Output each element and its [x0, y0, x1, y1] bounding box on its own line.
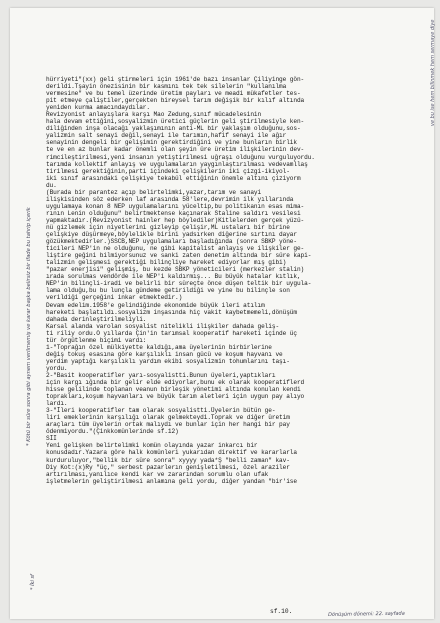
text-line: Revizyonist anlayışlara karşı Mao Zedung,sınıf mücadelesinin: [46, 111, 262, 119]
text-line: te ve en az bunlar kadar önemli olan şeyin üre üretim ilişkilerinin dev-: [46, 146, 305, 154]
text-line: 1-"Toprağın özel mülkiyette kaldığı,ama üyelerinin birbirlerine: [46, 343, 272, 351]
text-line: için kargı ığında bir gelir elde ediyorlar,bunu ek olarak kooperatiflerd: [46, 379, 305, 387]
text-line: NEP'in bilinçli-iradi ve belirli bir süreçte önce düşen teltik bir uygula-: [46, 280, 312, 288]
text-line: yordu.: [46, 364, 68, 372]
document-page: [10, 8, 434, 619]
text-line: rimcileştirilmesi,yeni insanın yetiştirilmesi uğraşı olduğunu vurguluyordu.: [46, 153, 315, 161]
text-line: liştire geğini bilmiyorsunuz ve sanki zaten denetim altında bir süre kapi-: [46, 252, 312, 260]
text-line: yalizmin salt senayi değil,senayi ile tarımın,hafif senayi ile ağır: [46, 132, 287, 140]
text-line: verildiği gerçeğini inkar etmektedir.): [46, 294, 183, 302]
page-number: sf.10.: [270, 608, 293, 615]
text-line: hürriyeti"(xx) geli ştirmeleri için 1961'de bazı insanlar Çiliyinge gön-: [46, 76, 305, 83]
text-line: ilişkisinden söz ederken laf arasında 58'lere,devrimin ilk yıllarında: [46, 195, 294, 203]
text-line: nü gizlemek için niyetlerini gizleyip çelişir,ML ustaları bir birine: [46, 223, 290, 231]
text-line: tür örgütlenme biçimi vardı:: [46, 336, 147, 344]
text-line: derildi.Tşayin önezisinin bir kasmını tek tek silelerin "kullanılma: [46, 83, 287, 91]
text-line: liri emeklerinin karşılığı olarak gelmekteydi.Toprak ve diğer üretim: [46, 414, 290, 422]
text-line: senayinin dengeli bir gelişimin gerektirdiğini ve yine bunların birlik: [46, 139, 297, 147]
text-line: artırılması,yanılıce kendi kar ve zararından sorumlu olan ufak: [46, 470, 269, 478]
handwritten-margin-note-right: ve bu ise hem bilinmek hem sermaye diye: [430, 19, 436, 126]
text-line: gözükmektedirler.)SSCB,NEP uygulamaları başladığında (sonra SBKP yöne-: [46, 238, 297, 246]
text-line: araçları tüm üyelerin ortak malıydı ve bunlar için her hangi bir pay: [46, 421, 290, 429]
text-line: diliğinden inşa olacağı yaklaşımının anti-ML bir yaklaşım olduğunu,sos-: [46, 125, 301, 133]
text-line: Yeni gelişken belirtelimki komün olayında yazar inkarcı bir: [46, 442, 258, 450]
text-line: iki sınıf arasındaki çelişkiye tekabül ettiğinin önemle altını çiziyorm: [46, 174, 301, 182]
text-line: konusdadır.Yazara göre halk komünleri yukarıdan direktif ve kararlarla: [46, 449, 297, 457]
text-line: ödenmiyordu."(Çinkkomünlerinde sf.12): [46, 428, 179, 436]
text-line: değiş tokuş esasına göre karşılıklı insan gücü ve koşum hayvanı ve: [46, 350, 283, 358]
text-line: (Burada bir parantez açıp belirtelimki,yazar,tarım ve sanayi: [46, 188, 262, 196]
text-line: tarımda kollektif anlayış ve uygulamaların yaygınlaştırılması vedevamllaş: [46, 160, 308, 168]
text-line: tirilmesi gerektiğinin,parti içindeki çelişkilerin iki çizgi-ikiyol-: [46, 167, 290, 175]
text-line: Sİİ: [46, 435, 57, 443]
text-line: rının Lenin olduğunu" belirtmektense kaçınarak Staline saldırı vesilesi: [46, 209, 301, 217]
text-line: ırada sorulmas vendörde ile NEP'i kaldırmış... Bu büyük hatalar kıtlık,: [46, 273, 301, 281]
handwritten-margin-note-left-bottom: * İki sf: [30, 574, 36, 590]
handwritten-footer-note: Dönüşüm dönemi: 22. sayfada: [328, 610, 405, 618]
text-line: 3-"İleri kooperatifler tam olarak sosyalistti.Üyelerin bütün ge-: [46, 407, 276, 415]
text-line: Diy Kot:(x)Ry "üç," serbest pazarlerın genişletilmesi, özel araziler: [46, 463, 290, 471]
text-line: talizmin gelişmesi gerektiği bilinçliye hareket ediyorlar mış gibi): [46, 259, 287, 267]
text-line: du.: [46, 181, 57, 189]
text-line: Karsal alanda varolan sosyalist nitelikli ilişkiler dahada geliş-: [46, 322, 280, 330]
text-line: ticileri NEP'in ne olduğunu, ne gibi kapitalist anlayış ve ilişkiler ge-: [46, 245, 305, 253]
text-line: yapmaktadır.(Revizyonist hainler hep böylediler)Kitlelerden gerçek yüzü-: [46, 216, 305, 224]
text-line: kurduruluyor,"bellik bir süre sonra" xyyyy yada*Ş "belli zaman" kav-: [46, 456, 290, 464]
text-line: uygulamaya konan 8 NEP uygulamalarını yüceltip,bu politikanın esas mima-: [46, 202, 305, 210]
text-line: Devam edelim.1958'e gelindiğinde ekonomide büyük ileri atılım: [46, 301, 265, 309]
text-line: vermesine" ve bu temel üzerinde üretim payları ve meadi mükafetler tes-: [46, 90, 301, 98]
text-line: toprakları,koşum hayvanları ve büyük tarım aletleri için uygun pay alıyo: [46, 393, 305, 401]
text-line: "pazar enerjisi" gelişmiş, bu kezde SBKP yöneticileri (merkezler stalin): [46, 266, 305, 274]
handwritten-margin-note-left: * Kötü bir süre sonra gibi aynem verilmemiş ve karar başka belirsiz bir ifade bu tahrip içerik: [26, 207, 32, 446]
text-line: ti riliy ordu.O yıllarda Çin'in tarımsal kooperatif hareketi içinde üç: [46, 329, 297, 337]
text-line: lama olduğu,bu bu lunçla gündeme getirildiği ve yine bu bilinçle son: [46, 287, 290, 295]
text-line: lardı.: [46, 400, 68, 408]
text-line: hisse gelilinde toplanan veanun birleşik yönetimi altında konulan kendi: [46, 386, 301, 394]
text-line: yerdim yaptığı karşılıklı yardım ekibi sosyalizmin tohumlarını taşı-: [46, 357, 290, 365]
text-line: 2-"Basit kooperatifler yarı-sosyalistti.Bunun üyeleri,yaptıkları: [46, 371, 276, 379]
text-line: pit etmeye çaliştiler,gerçekten bireysel tarım değişik bir kılıf altında: [46, 97, 305, 105]
text-line: yeniden kurma amacındaydılar.: [46, 104, 150, 112]
text-line: hala devam ettiğini,sosyalizmin üretici güçlerin geli ştirilmesiyle ken-: [46, 118, 305, 126]
typed-body-text: [46, 76, 426, 485]
text-line: dahada derinleştirilmeliyli.: [46, 315, 147, 323]
text-line: işletmelerin geliştirilmesi anlamına geli yordu, diğer yandan "bir'ise: [46, 477, 297, 485]
text-line: hareketi başlatıldı.sosyalizm inşasında hiç vakit kaybetmemeli,dönüşüm: [46, 308, 297, 316]
text-line: çelişkiye düşürmeye,böylelikle birini yadsırken diğerine sırtını dayar: [46, 231, 297, 239]
